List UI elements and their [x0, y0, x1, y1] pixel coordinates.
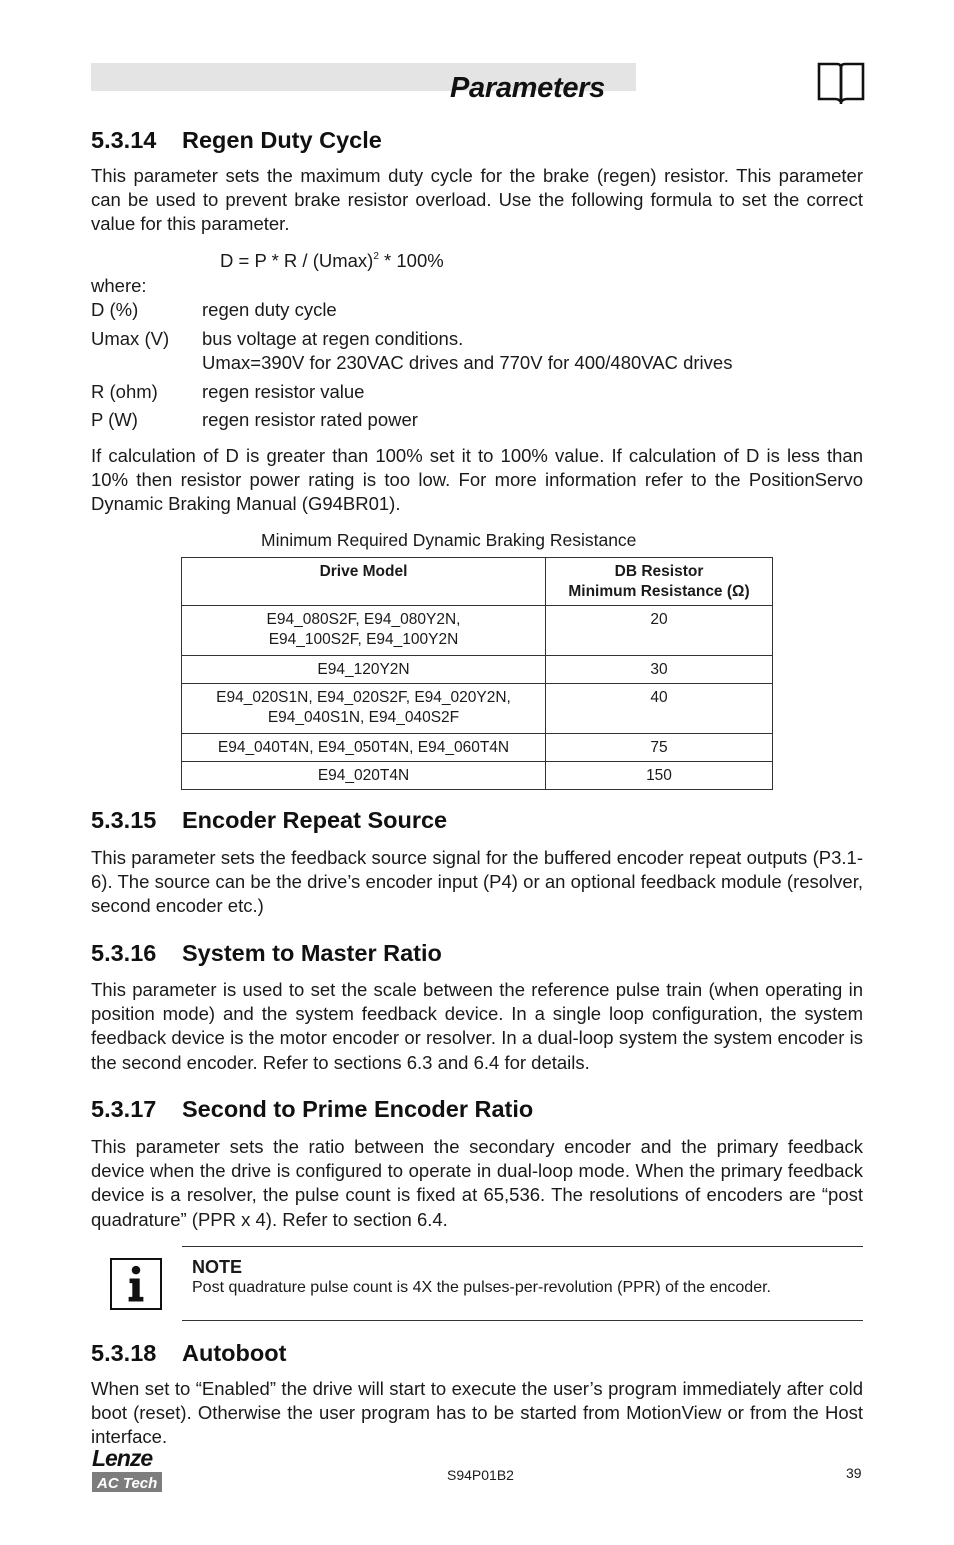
resistance-cell: 20 — [546, 606, 773, 656]
lenze-actech-logo — [91, 1446, 163, 1493]
system-master-paragraph: This parameter is used to set the scale between the reference pulse train (when operating in position mode) and the system feedback device. In a single loop configuration, the system feedback device is the motor encoder or resolver. In a dual-loop system the system encoder is the second encoder. Refer to sections 6.3 and 6.4 for details. — [91, 979, 863, 1073]
def-desc: regen resistor value — [202, 381, 365, 402]
regen-intro-paragraph: This parameter sets the maximum duty cycle for the brake (regen) resistor. This parameter can be used to prevent brake resistor overload. Use the following formula to set the correct value for this parameter. — [91, 165, 863, 235]
braking-resistance-table — [181, 557, 773, 790]
table-row — [182, 762, 773, 790]
resistance-cell: 75 — [546, 734, 773, 762]
def-term: P (W) — [91, 409, 138, 430]
table-header-row — [182, 558, 773, 606]
section-heading-autoboot: 5.3.18 Autoboot — [91, 1340, 287, 1366]
section-heading-second-prime-ratio: 5.3.17 Second to Prime Encoder Ratio — [91, 1096, 534, 1122]
def-desc: regen resistor rated power — [202, 409, 418, 430]
note-title: NOTE — [192, 1257, 243, 1277]
note-top-rule — [182, 1246, 863, 1247]
drive-model-cell: E94_020T4N — [182, 762, 546, 790]
def-term: R (ohm) — [91, 381, 158, 402]
note-bottom-rule — [182, 1320, 863, 1321]
encoder-repeat-paragraph: This parameter sets the feedback source signal for the buffered encoder repeat outputs (P3.1-6). The source can be the drive’s encoder input (P4) or an optional feedback module (resolver, second encoder etc.) — [91, 847, 863, 917]
table-row — [182, 734, 773, 762]
def-term: D (%) — [91, 299, 139, 320]
resistance-cell: 150 — [546, 762, 773, 790]
autoboot-paragraph: When set to “Enabled” the drive will start to execute the user’s program immediately after cold boot (reset). Otherwise the user program has to be started from MotionView or from the Host interface. — [91, 1378, 863, 1448]
note-text: Post quadrature pulse count is 4X the pulses-per-revolution (PPR) of the encoder. — [192, 1279, 771, 1296]
section-heading-encoder-repeat-source: 5.3.15 Encoder Repeat Source — [91, 807, 448, 833]
book-icon — [817, 62, 865, 104]
header-db-resistor: DB Resistor Minimum Resistance (Ω) — [546, 558, 773, 606]
def-desc: bus voltage at regen conditions. — [202, 328, 464, 349]
table-row — [182, 606, 773, 656]
page-number: 39 — [846, 1465, 862, 1481]
drive-model-cell: E94_040T4N, E94_050T4N, E94_060T4N — [182, 734, 546, 762]
where-label: where: — [91, 275, 147, 296]
second-prime-paragraph: This parameter sets the ratio between the secondary encoder and the primary feedback device when the drive is configured to operate in dual-loop mode. When the primary feedback device is a resolver, the pulse count is fixed at 65,536. The resolutions of encoders are “post quadrature” (PPR x 4). Refer to section 6.4. — [91, 1136, 863, 1230]
def-desc: regen duty cycle — [202, 299, 337, 320]
table-row — [182, 656, 773, 684]
document-code: S94P01B2 — [447, 1467, 514, 1483]
section-heading-regen-duty-cycle: 5.3.14 Regen Duty Cycle — [91, 127, 382, 153]
resistance-cell: 30 — [546, 656, 773, 684]
def-term: Umax (V) — [91, 328, 170, 349]
svg-text:Lenze: Lenze — [92, 1446, 153, 1471]
def-desc: Umax=390V for 230VAC drives and 770V for 400/480VAC drives — [202, 352, 733, 373]
resistance-cell: 40 — [546, 684, 773, 734]
table-caption: Minimum Required Dynamic Braking Resistance — [261, 530, 637, 550]
info-icon — [110, 1258, 162, 1310]
svg-text:AC Tech: AC Tech — [97, 1475, 158, 1492]
header-drive-model: Drive Model — [182, 558, 546, 606]
drive-model-cell: E94_120Y2N — [182, 656, 546, 684]
drive-model-cell: E94_020S1N, E94_020S2F, E94_020Y2N, E94_040S1N, E94_040S2F — [182, 684, 546, 734]
section-heading-system-to-master-ratio: 5.3.16 System to Master Ratio — [91, 940, 442, 966]
page-title: Parameters — [450, 72, 605, 104]
duty-cycle-formula: $D = P * R / (Umax)^2 * 100\%$ — [220, 250, 444, 271]
drive-model-cell: E94_080S2F, E94_080Y2N, E94_100S2F, E94_100Y2N — [182, 606, 546, 656]
regen-outro-paragraph: If calculation of D is greater than 100% set it to 100% value. If calculation of D is less than 10% then resistor power rating is too low. For more information refer to the PositionServo Dynamic Braking Manual (G94BR01). — [91, 445, 863, 515]
table-row — [182, 684, 773, 734]
